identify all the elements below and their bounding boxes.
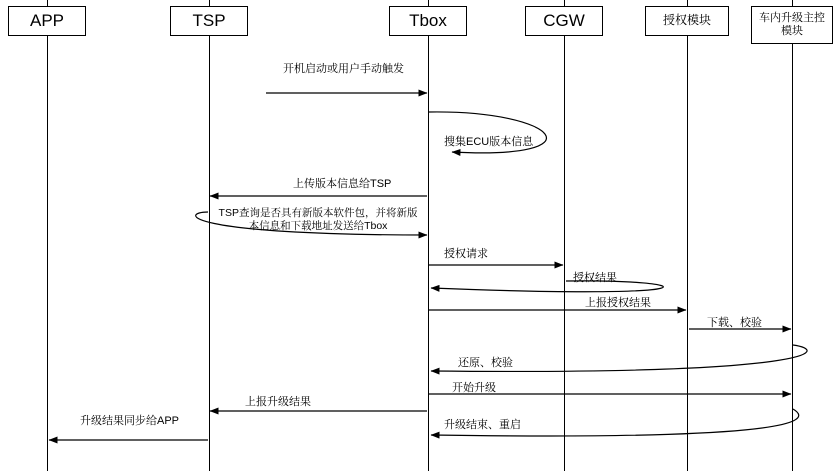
message-label-start-upgrade: 开始升级 [452, 382, 496, 394]
actor-auth-module-label: 授权模块 [662, 13, 711, 28]
message-label-auth-request: 授权请求 [444, 248, 488, 260]
actor-vehicle-upgrade-master-label: 车内升级主控模块 [759, 12, 825, 37]
lifeline-app [47, 0, 48, 471]
actor-tsp-label: TSP [192, 11, 226, 31]
actor-tsp[interactable] [170, 6, 248, 36]
lifeline-tsp [209, 0, 210, 471]
lifeline-cgw [564, 0, 565, 471]
message-label-download-verify: 下载、校验 [707, 317, 762, 329]
actor-app-label: APP [29, 11, 65, 31]
arrow-auth-result [431, 281, 663, 292]
message-label-auth-result: 授权结果 [573, 272, 617, 284]
message-label-sync-result-to-app: 升级结果同步给APP [80, 415, 180, 427]
message-label-report-upgrade-result: 上报升级结果 [245, 396, 311, 408]
actor-tbox-label: Tbox [409, 11, 447, 31]
message-label-upgrade-finished-reboot: 升级结束、重启 [444, 419, 521, 431]
message-label-gather-ecu-version: 搜集ECU版本信息 [444, 136, 534, 148]
lifeline-tbox [428, 0, 429, 471]
actor-app[interactable] [8, 6, 86, 36]
message-label-restore-verify: 还原、校验 [458, 357, 513, 369]
actor-auth-module[interactable] [645, 6, 729, 36]
lifeline-ecu [792, 0, 793, 471]
actor-tbox[interactable] [389, 6, 467, 36]
lifeline-auth [687, 0, 688, 471]
message-label-upload-version: 上传版本信息给TSP [293, 178, 392, 190]
message-label-tsp-query-package: TSP查询是否具有新版本软件包，并将新版本信息和下载地址发送给Tbox [218, 207, 418, 233]
actor-cgw-label: CGW [543, 11, 585, 31]
actor-cgw[interactable] [525, 6, 603, 36]
message-label-report-auth-result: 上报授权结果 [585, 297, 651, 309]
actor-vehicle-upgrade-master[interactable] [751, 6, 833, 44]
message-label-trigger: 开机启动或用户手动触发 [283, 63, 404, 75]
